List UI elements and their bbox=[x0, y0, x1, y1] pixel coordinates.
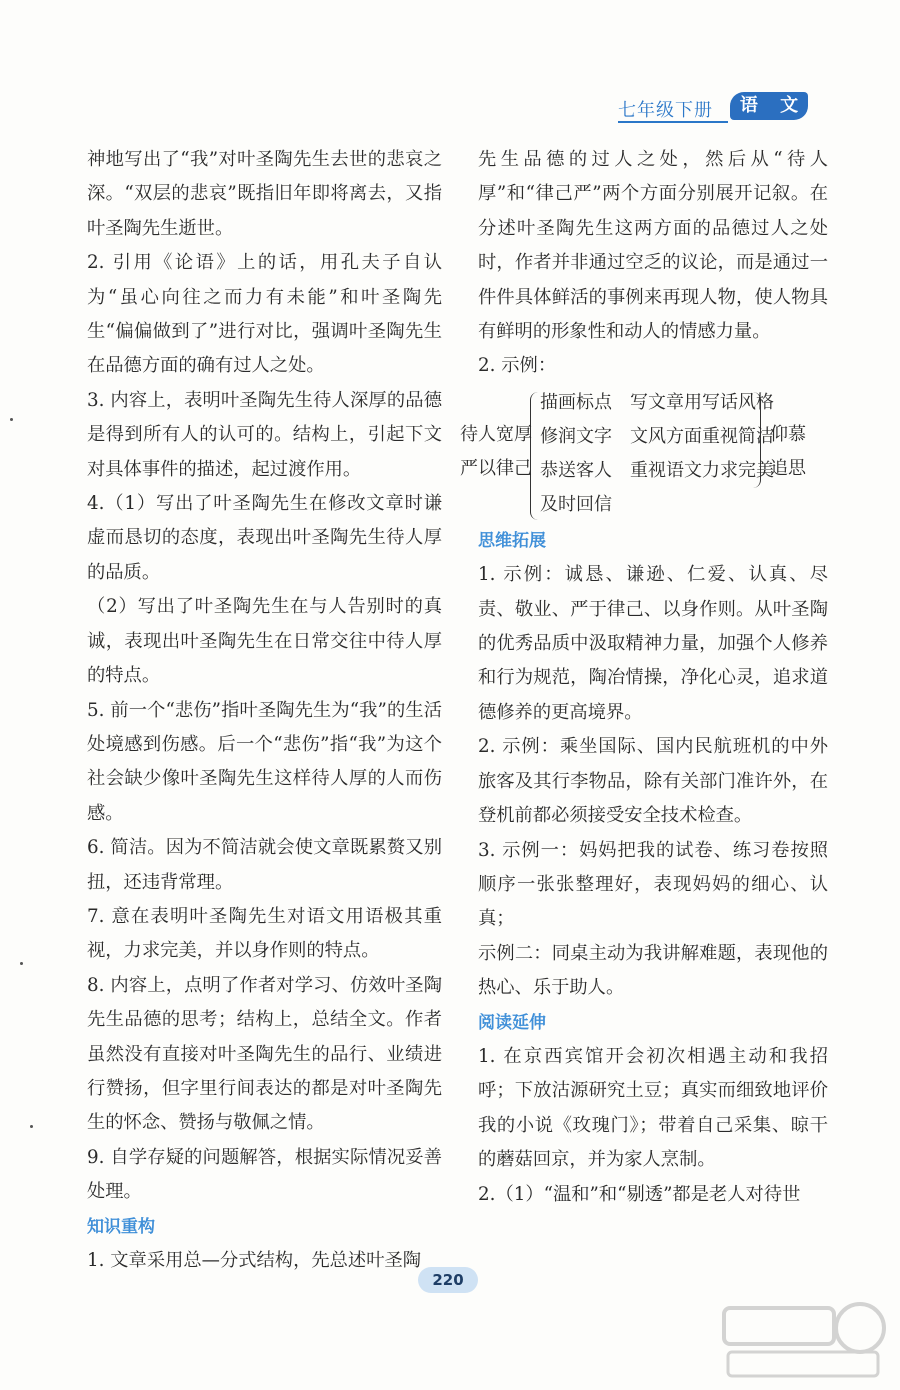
scheme-note: 写文章用写话风格 bbox=[630, 391, 774, 413]
scheme-item: 恭送客人 bbox=[540, 459, 612, 481]
answer-paragraph: 2. 引用《论语》上的话，用孔夫子自认为“虽心向往之而力有未能”和叶圣陶先生“偏偏做到了”进行对比，强调叶圣陶先生在品德方面的确有过人之处。 bbox=[87, 252, 442, 377]
answer-paragraph: 4.（1）写出了叶圣陶先生在修改文章时谦虚而恳切的态度，表现出叶圣陶先生待人厚的品质。 bbox=[87, 493, 442, 583]
answer-paragraph: 9. 自学存疑的问题解答，根据实际情况妥善处理。 bbox=[87, 1146, 442, 1203]
header-badge bbox=[618, 92, 808, 126]
answer-paragraph: 3. 示例一：妈妈把我的试卷、练习卷按照顺序一张张整理好，表现妈妈的细心、认真； bbox=[478, 839, 828, 930]
header-underline bbox=[618, 121, 728, 123]
grade-label: 七年级下册 bbox=[618, 100, 713, 121]
answer-paragraph: 2.（1）“温和”和“剔透”都是老人对待世 bbox=[478, 1183, 801, 1205]
scheme-left-2: 严以律己 bbox=[460, 457, 532, 479]
answer-paragraph: 示例二：同桌主动为我讲解难题，表现他的热心、乐于助人。 bbox=[478, 942, 828, 999]
scheme-note: 重视语文力求完美 bbox=[630, 459, 774, 481]
answer-paragraph: 2. 示例：乘坐国际、国内民航班机的中外旅客及其行李物品，除有关部门准许外，在登机前都必须接受安全技术检查。 bbox=[478, 736, 828, 827]
left-column bbox=[87, 143, 442, 1278]
scheme-right-1: 仰慕 bbox=[770, 423, 806, 445]
answer-paragraph: 7. 意在表明叶圣陶先生对语文用语极其重视，力求完美，并以身作则的特点。 bbox=[87, 905, 442, 962]
structure-diagram bbox=[460, 386, 828, 522]
page-number: 220 bbox=[418, 1267, 478, 1293]
answer-paragraph: （2）写出了叶圣陶先生在与人告别时的真诚，表现出叶圣陶先生在日常交往中待人厚的特点。 bbox=[87, 596, 442, 687]
scheme-right-2: 追思 bbox=[770, 457, 806, 479]
scheme-item: 及时回信 bbox=[540, 493, 612, 515]
watermark-logo bbox=[720, 1300, 890, 1380]
answer-paragraph: 先生品德的过人之处，然后从“待人厚”和“律己严”两个方面分别展开记叙。在分述叶圣陶先生这两方面的品德过人之处时，作者并非通过空乏的议论，而是通过一件件具体鲜活的事例来再现人物，使人物具有鲜明的形象性和动人的情感力量。 bbox=[478, 149, 828, 343]
answer-paragraph: 1. 示例：诚恳、谦逊、仁爱、认真、尽责、敬业、严于律己、以身作则。从叶圣陶的优秀品质中汲取精神力量，加强个人修养和行为规范，陶冶情操，净化心灵，追求道德修养的更高境界。 bbox=[478, 564, 828, 723]
answer-paragraph: 神地写出了“我”对叶圣陶先生去世的悲哀之深。“双层的悲哀”既指旧年即将离去，又指叶圣陶先生逝世。 bbox=[87, 149, 442, 239]
answer-paragraph: 3. 内容上，表明叶圣陶先生待人深厚的品德是得到所有人的认可的。结构上，引起下文对具体事件的描述，起过渡作用。 bbox=[87, 389, 442, 480]
scan-mark bbox=[30, 1125, 33, 1128]
answer-paragraph: 1. 文章采用总—分式结构，先总述叶圣陶 bbox=[87, 1250, 422, 1271]
answer-paragraph: 6. 简洁。因为不简洁就会使文章既累赘又别扭，还违背常理。 bbox=[87, 837, 442, 893]
right-column bbox=[460, 143, 828, 1212]
scan-mark bbox=[10, 418, 13, 421]
scheme-left-1: 待人宽厚 bbox=[460, 423, 532, 445]
answer-paragraph: 1. 在京西宾馆开会初次相遇主动和我招呼；下放沽源研究土豆；真实而细致地评价我的小说《玫瑰门》；带着自己采集、晾干的蘑菇回京，并为家人烹制。 bbox=[478, 1045, 828, 1171]
subject-label: 语 文 bbox=[730, 92, 808, 120]
section-title-knowledge: 知识重构 bbox=[87, 1216, 155, 1237]
section-title-reading: 阅读延伸 bbox=[478, 1012, 546, 1033]
scan-mark bbox=[20, 962, 23, 965]
example-label: 2. 示例： bbox=[478, 355, 557, 377]
scheme-item: 描画标点 bbox=[540, 391, 612, 413]
section-title-thinking: 思维拓展 bbox=[478, 530, 546, 551]
scheme-note: 文风方面重视简洁 bbox=[630, 425, 774, 447]
scheme-item: 修润文字 bbox=[540, 425, 612, 447]
answer-paragraph: 5. 前一个“悲伤”指叶圣陶先生为“我”的生活处境感到伤感。后一个“悲伤”指“我”为这个社会缺少像叶圣陶先生这样待人厚的人而伤感。 bbox=[87, 699, 442, 824]
answer-paragraph: 8. 内容上，点明了作者对学习、仿效叶圣陶先生品德的思考；结构上，总结全文。作者虽然没有直接对叶圣陶先生的品行、业绩进行赞扬，但字里行间表达的都是对叶圣陶先生的怀念、赞扬与敬佩之情。 bbox=[87, 974, 442, 1134]
